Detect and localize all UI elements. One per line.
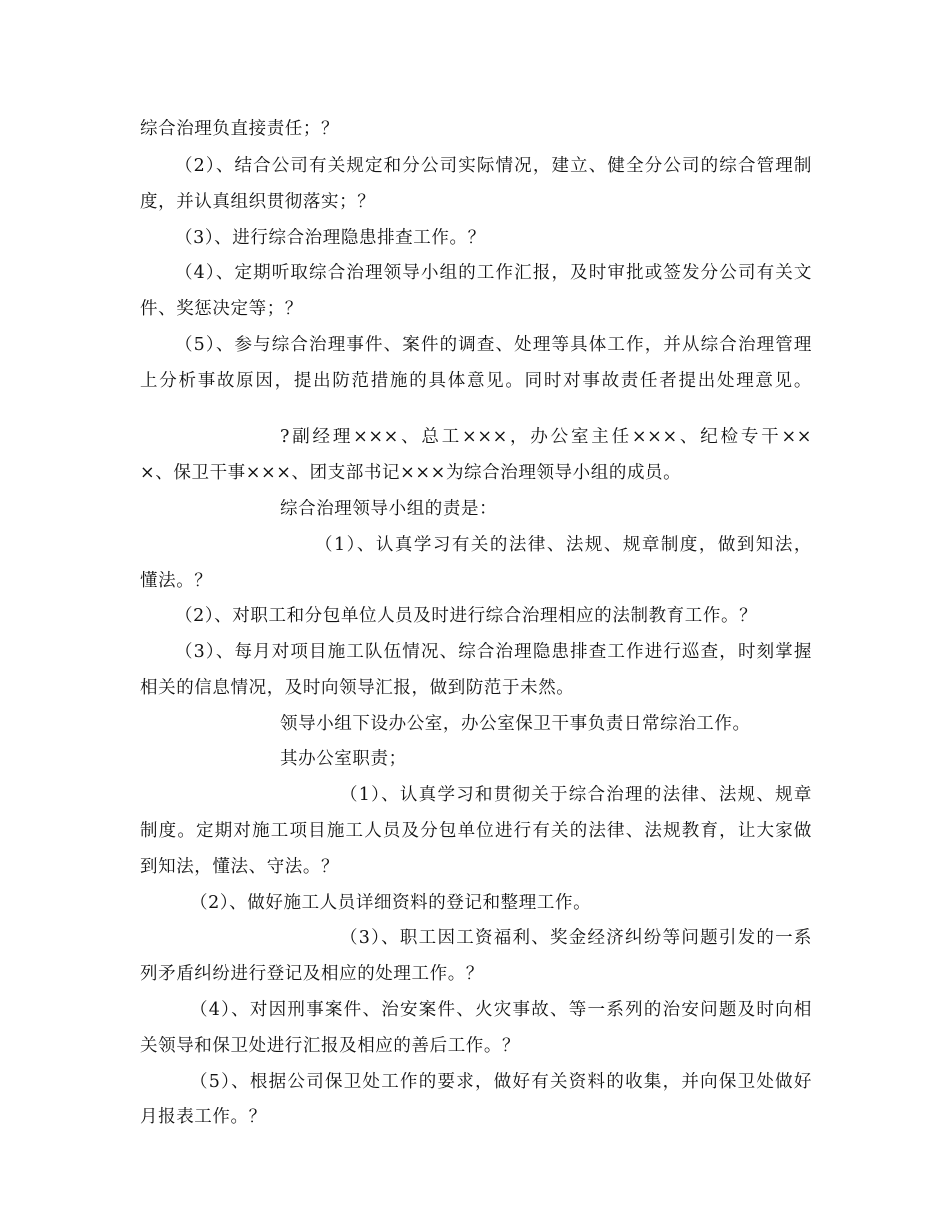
text-line: 其办公室职责； xyxy=(280,749,407,769)
text-line: （1）、认真学习和贯彻关于综合治理的法律、法规、规章 xyxy=(340,785,812,805)
text-line: （2）、做好施工人员详细资料的登记和整理工作。 xyxy=(190,893,592,913)
text-line: （3）、职工因工资福利、奖金经济纠纷等问题引发的一系 xyxy=(340,928,812,948)
text-line: 综合治理领导小组的责是： xyxy=(280,499,498,519)
text-line: 件、奖惩决定等；？ xyxy=(140,299,303,319)
text-line: 制度。定期对施工项目施工人员及分包单位进行有关的法律、法规教育，让大家做 xyxy=(140,821,812,841)
text-line: （4）、对因刑事案件、治安案件、火灾事故、等一系列的治安问题及时向相 xyxy=(190,1000,812,1020)
text-line: 月报表工作。？ xyxy=(140,1107,267,1127)
text-line: ×、保卫干事×××、团支部书记×××为综合治理领导小组的成员。 xyxy=(140,463,682,483)
text-line: 度，并认真组织贯彻落实；？ xyxy=(140,192,376,212)
text-line: （2）、结合公司有关规定和分公司实际情况，建立、健全分公司的综合管理制 xyxy=(175,156,812,176)
text-line: （5）、根据公司保卫处工作的要求，做好有关资料的收集，并向保卫处做好 xyxy=(190,1072,812,1092)
text-line: 综合治理负直接责任；？ xyxy=(140,119,340,139)
text-line: 相关的信息情况，及时向领导汇报，做到防范于未然。 xyxy=(140,678,575,698)
text-line: 关领导和保卫处进行汇报及相应的善后工作。？ xyxy=(140,1036,521,1056)
text-line: ?副经理×××、总工×××，办公室主任×××、纪检专干×× xyxy=(280,427,812,447)
text-line: （5）、参与综合治理事件、案件的调查、处理等具体工作，并从综合治理管理 xyxy=(175,335,812,355)
text-line: 懂法。？ xyxy=(140,571,213,591)
text-line: （3）、每月对项目施工队伍情况、综合治理隐患排查工作进行巡查，时刻掌握 xyxy=(175,642,812,662)
text-line: （3）、进行综合治理隐患排查工作。？ xyxy=(175,228,486,248)
text-line: （4）、定期听取综合治理领导小组的工作汇报，及时审批或签发分公司有关文 xyxy=(175,263,812,283)
text-line: （2）、对职工和分包单位人员及时进行综合治理相应的法制教育工作。？ xyxy=(175,606,758,626)
text-line: （1）、认真学习有关的法律、法规、规章制度，做到知法， xyxy=(315,535,812,555)
text-line: 上分析事故原因，提出防范措施的具体意见。同时对事故责任者提出处理意见。 xyxy=(140,371,812,391)
text-line: 领导小组下设办公室，办公室保卫干事负责日常综治工作。 xyxy=(280,714,751,734)
text-line: 列矛盾纠纷进行登记及相应的处理工作。？ xyxy=(140,964,484,984)
text-line: 到知法，懂法、守法。？ xyxy=(140,857,340,877)
